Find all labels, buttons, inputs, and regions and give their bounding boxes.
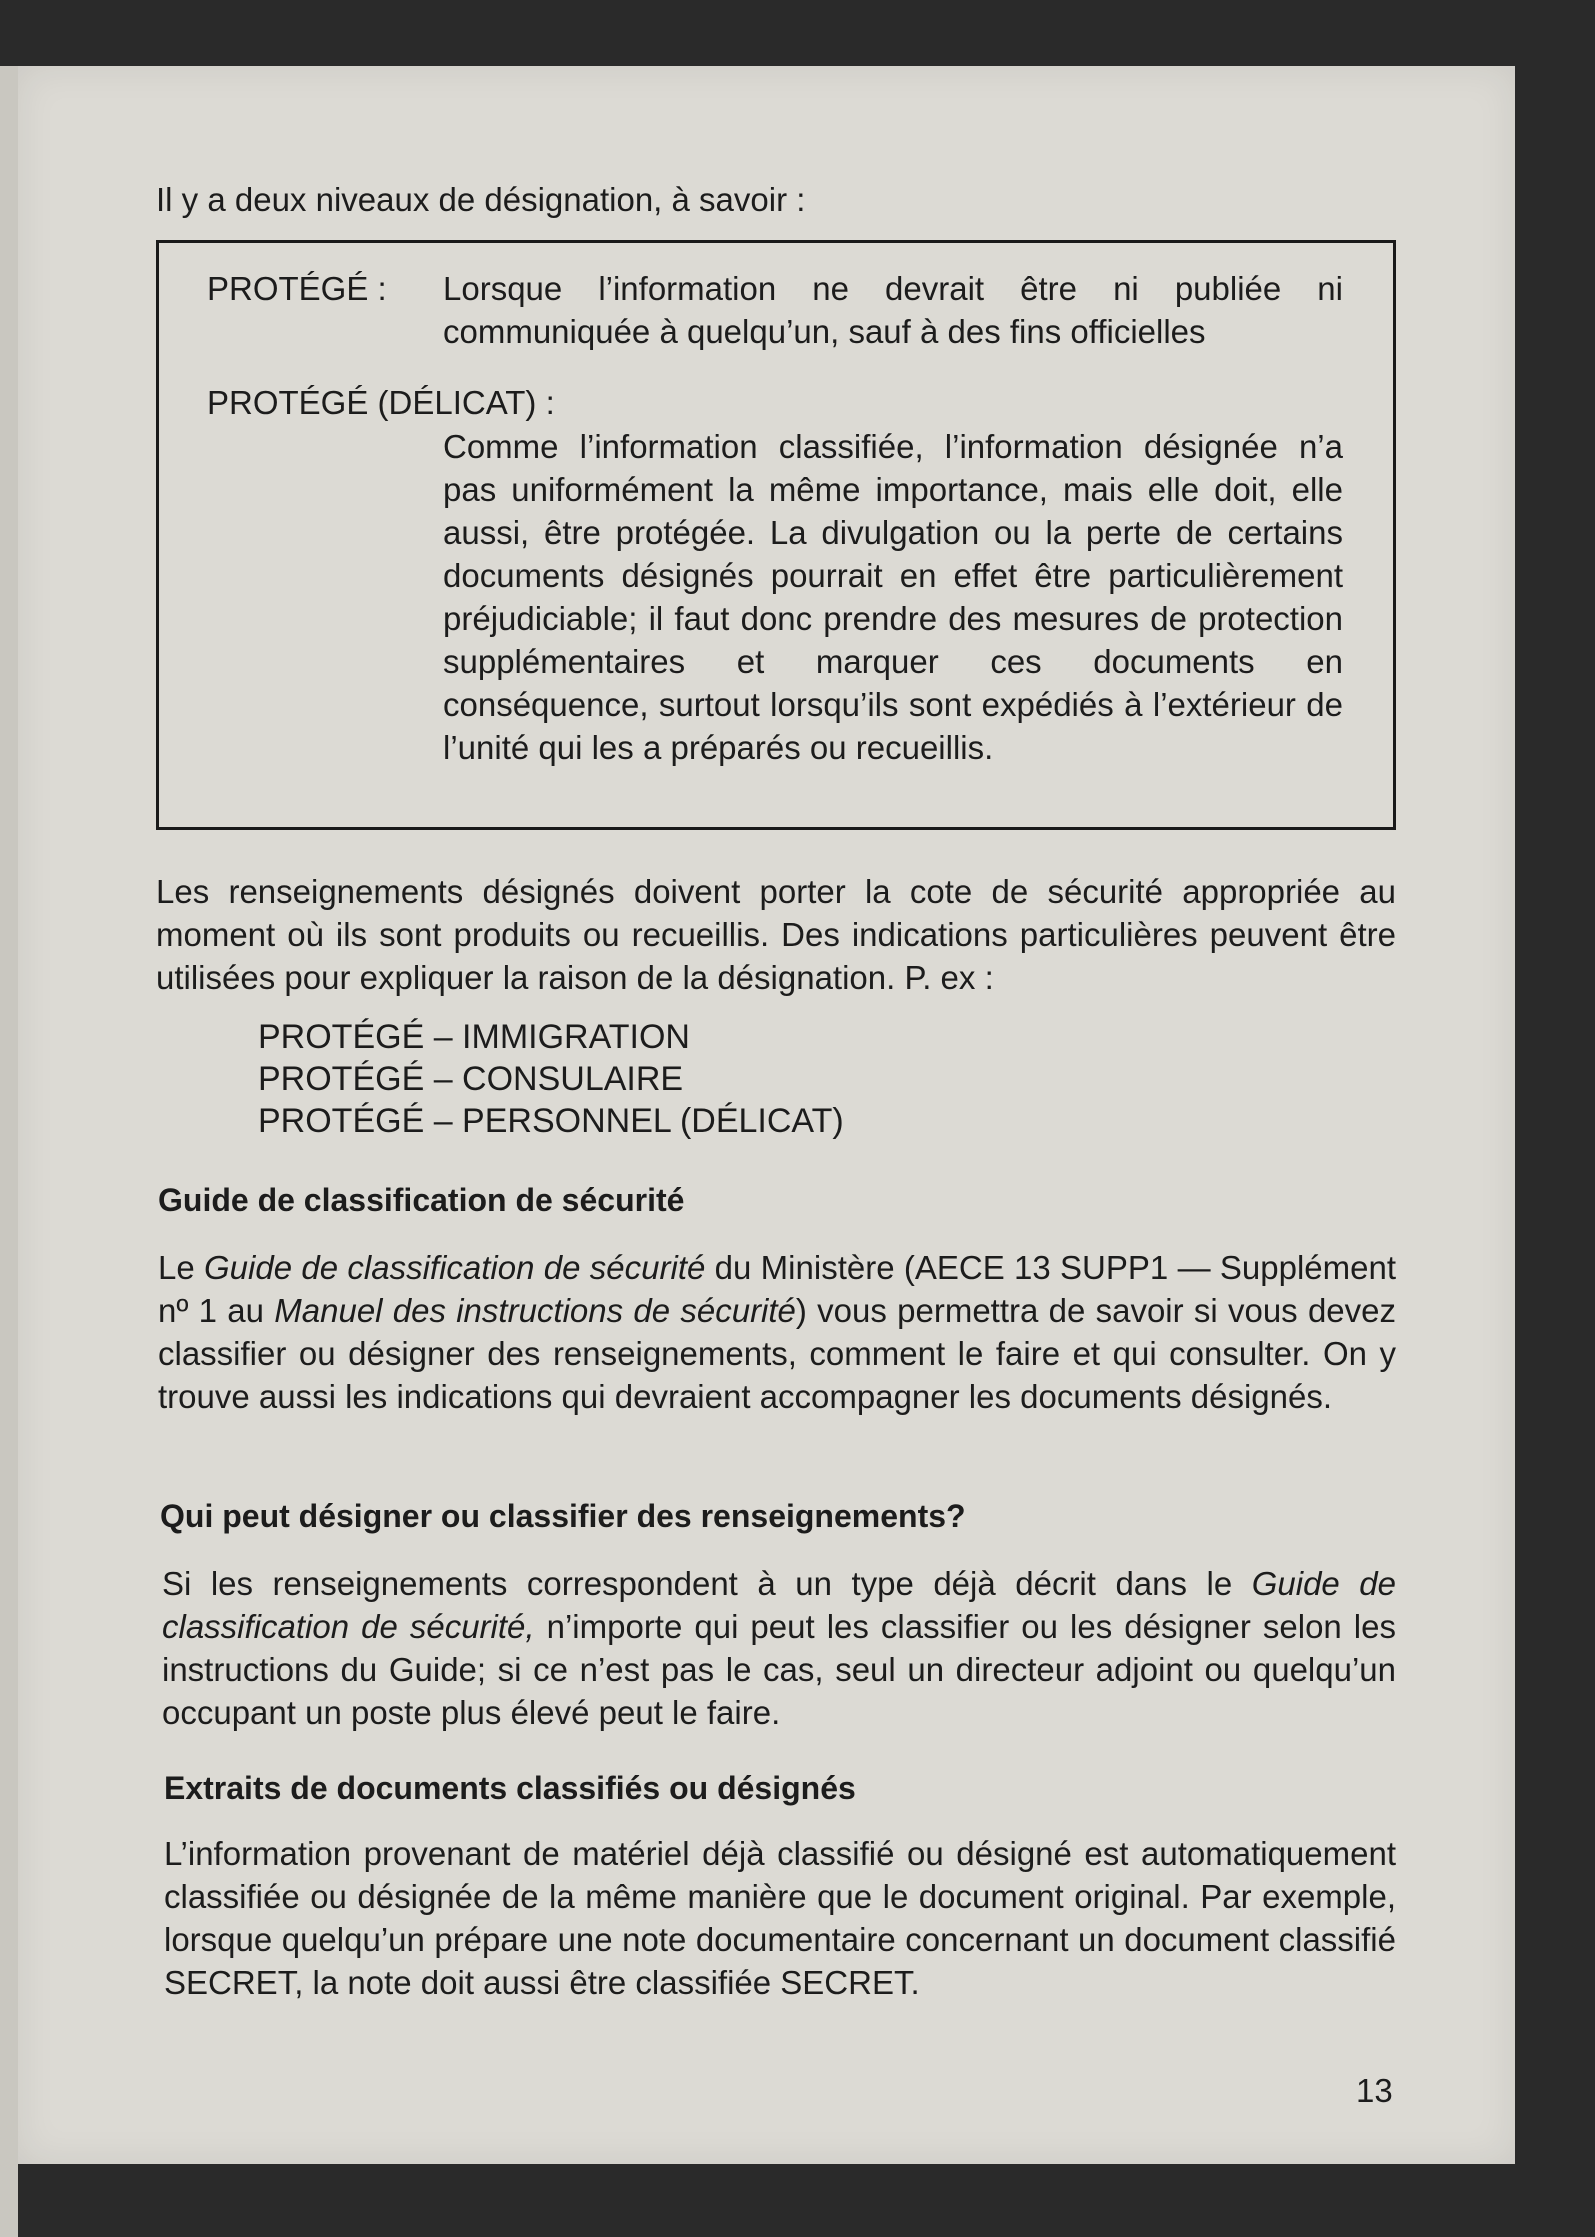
who-guide-title-italic: Guide de classification de sécurité, bbox=[162, 1565, 1396, 1645]
section-heading-extracts: Extraits de documents classifiés ou désignés bbox=[164, 1770, 856, 1806]
guide-title-italic: Guide de classification de sécurité bbox=[204, 1249, 706, 1286]
section-paragraph-who bbox=[162, 1562, 1396, 1734]
manual-title-italic: Manuel des instructions de sécurité bbox=[274, 1292, 796, 1329]
example-item: PROTÉGÉ – CONSULAIRE bbox=[258, 1060, 684, 1098]
who-text-end: n’importe qui peut les classifier ou les désigner selon les instructions du Guide; si ce n’est pas le cas, seul un directeur adjoint ou quelqu’un occupant un poste plus élevé peut le faire. bbox=[162, 1608, 1396, 1731]
designation-paragraph: Les renseignements désignés doivent porter la cote de sécurité appropriée au moment où ils sont produits ou recueillis. Des indications particulières peuvent être utilisées pour expliquer la raison de la désignation. P. ex : bbox=[156, 873, 1396, 996]
example-item: PROTÉGÉ – IMMIGRATION bbox=[258, 1018, 690, 1056]
guide-text-middle: du Ministère (AECE 13 SUPP1 — Supplément nº 1 au bbox=[158, 1249, 1396, 1329]
example-item: PROTÉGÉ – PERSONNEL (DÉLICAT) bbox=[258, 1102, 844, 1140]
who-text-start: Si les renseignements correspondent à un type déjà décrit dans le bbox=[162, 1565, 1252, 1602]
examples-list bbox=[258, 1016, 1158, 1142]
definition-protege: Lorsque l’information ne devrait être ni publiée ni communiquée à quelqu’un, sauf à des fins officielles bbox=[443, 270, 1343, 350]
section-heading-guide: Guide de classification de sécurité bbox=[158, 1182, 685, 1218]
section-paragraph-guide bbox=[158, 1246, 1396, 1418]
intro-text: Il y a deux niveaux de désignation, à savoir : bbox=[156, 181, 806, 218]
section-paragraph-extracts: L’information provenant de matériel déjà classifié ou désigné est automatiquement classifiée ou désignée de la même manière que le document original. Par exemple, lorsque quelqu’un prépare une note documentaire concernant un document classifié SECRET, la note doit aussi être classifiée SECRET. bbox=[164, 1835, 1396, 2001]
page-number: 13 bbox=[1356, 2072, 1393, 2109]
definition-protege-delicat: Comme l’information classifiée, l’information désignée n’a pas uniformément la même importance, mais elle doit, elle aussi, être protégée. La divulgation ou la perte de certains documents désignés pourrait en effet être particulièrement préjudiciable; il faut donc prendre des mesures de protection supplémentaires et marquer ces documents en conséquence, surtout lorsqu’ils sont expédiés à l’extérieur de l’unité qui les a préparés ou recueillis. bbox=[443, 428, 1343, 766]
page-left-edge bbox=[0, 66, 18, 2237]
guide-text-start: Le bbox=[158, 1249, 205, 1286]
guide-text-end: ) vous permettra de savoir si vous devez classifier ou désigner des renseignements, comment le faire et qui consulter. On y trouve aussi les indications qui devraient accompagner les documents désignés. bbox=[158, 1292, 1396, 1415]
term-protege-delicat: PROTÉGÉ (DÉLICAT) : bbox=[207, 384, 555, 421]
designation-box bbox=[156, 240, 1396, 830]
section-heading-who: Qui peut désigner ou classifier des renseignements? bbox=[160, 1498, 966, 1534]
term-protege: PROTÉGÉ : bbox=[207, 270, 387, 307]
